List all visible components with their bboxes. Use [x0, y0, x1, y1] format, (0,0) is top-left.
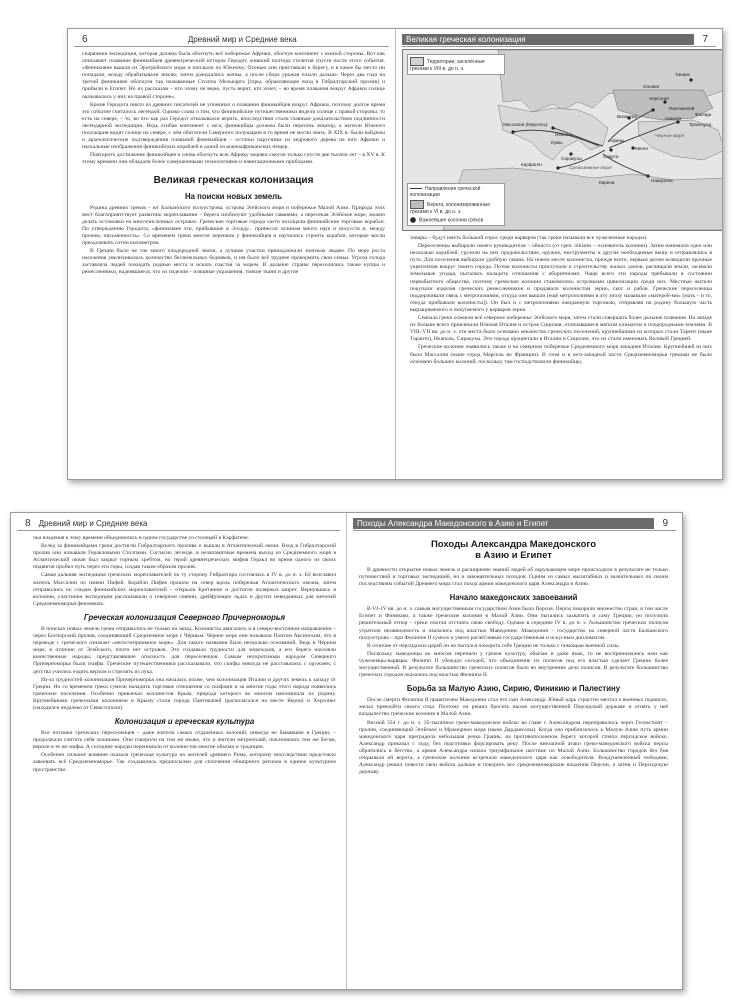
map-legend-bottom [407, 183, 505, 226]
subsection-title: Борьба за Малую Азию, Сирию, Финикию и Палестину [406, 684, 621, 694]
running-head [353, 516, 676, 531]
running-head-title: Походы Александра Македонского в Азию и Египет [353, 518, 654, 529]
paragraph: В отличие от персидских царей он не пытался покорить себе Грецию не только с помощью военной силы. [367, 642, 620, 649]
paragraph: В Греции было не так много плодородной земли, а лучшие участки принадлежали знатным людям. По мере роста населения увеличивалось количество безземельных бедняков, и им было всё труднее прокормить свои семьи. Угроза голода заставляла людей покидать родные места и искать счастья за морем. В дальние страны переселялись также купцы и ремесленники, надеявшиеся, что их изделия – изящные украшения, тонкие ткани и другие [82, 248, 385, 276]
page-8 [11, 513, 346, 989]
paragraph: Самая дальняя экспедиция греческих мореплавателей по ту сторону Гибралтара состоялась в IV в. до н. э. Её возглавил житель Массалии по имени Пифей. Корабли Пифея прошли на север вдоль побережья Атлантического океана, затем отправились по следам финикийских мореплавателей – открыли Британию и достигли полярных широт. Вернувшись в колонию, участники экспедиции рассказывали о северном сиянии, дрейфующих льдах и других невиданных для жителей Средиземноморья феноменах. [33, 572, 336, 607]
map-label: Херсонес [649, 96, 670, 101]
paragraph: Родина древних греков – юг Балканского полуострова, острова Эгейского моря и побережье Малой Азии. Природа этих мест благоприятствует развитию мореплавания – берега изобилуют удобными гаванями, а пересекая Эгейское море, можно делать остановки на многочисленных островах. Греческие торговые города часто посещали финикийские торговые корабли. По утверждению Геродота, «финикияне эти, прибывшие в Элладу... принесли эллинам много наук и искусств и, между прочим, письменность». Со временем греки многое переняли у финикийцев и научились строить корабли, которые могли преодолевать сотни километров. [82, 204, 385, 246]
map-label: Византий [617, 114, 638, 119]
paragraph: Греческие колонии появились также и на северном побережье Средиземного моря западнее Италии. Крупнейшей из них была Массалия (ныне город Марсель во Франции). В этом и в юго-западной части Средиземноморья греками не было основано больших колоний, поскольку там господствовали финикийцы, [410, 344, 712, 365]
legend-item: Важнейшие колонии греков [419, 217, 484, 223]
map-label: Милет [635, 146, 649, 151]
colonization-map [402, 49, 722, 231]
paragraph: Кроме Геродота никто из древних писателей не упоминал о плавании финикийцев вокруг Африки, поэтому долгое время это событие считалось легендой. Однако слова о том, что финикийские путешественники видели солнце с правой стороны, то есть на севере, – то, во что как раз Геродот отказывался верить, впоследствии стали главным доказательством подлинности легендарной экспедиции. Ведь огибая континент с юга, финикийцы должны были пересечь экватор, а жители Южного полушария видят солнце на севере, с чём обитатели Северного полушария в то время не могли знать. В XIX в. были найдены и археологические подтверждения плаваний финикийцев – остатки парусника из кедрового дерева на юге Африки и наскальные изображения финикийских кораблей в одной из южноафриканских пещер. [82, 101, 385, 151]
section-title: Великая греческая колонизация [153, 174, 314, 186]
map-label: Трапезунд [689, 122, 712, 127]
paragraph: Особенно сильное влияние оказала греческая культура на жителей древнего Рима, которому впоследствии предстояло завоевать всё Средиземноморье. Так создавались предпосылки для сплочения обширного региона в единое культурное пространство. [33, 752, 336, 773]
map-label: Спарта [603, 154, 619, 159]
paragraph: В VI–IV вв. до н. э. самым могущественным государством Азии была Персия. Персы покорили множество стран, в том числе Египет и Финикию, а также греческие колонии в Малой Азии. Они пытались захватить и саму Грецию, но получили решительный отпор – греки смогли отстоять свою свободу. Однако в середине IV в. до н. э. большинство греческих полисов утратили независимость и оказались под властью Македонии. Македония – государство на северной части Балканского полуострова – при Филиппе II сумело к умело расчётливым государственным и искусным дипломатом. [359, 606, 668, 641]
map-label: Фасида [695, 112, 712, 117]
paragraph: чьи владения к тому времени объединились в одном государстве со столицей в Карфагене. [33, 535, 250, 541]
map-label: Неаполь [555, 132, 574, 137]
legend-item: Территории, заселённые греками к VIII в. до н. э. [410, 58, 485, 72]
sea-label: Чёрное море [655, 134, 685, 139]
map-label: Сиракузы [561, 156, 582, 161]
page-number: 8 [25, 517, 31, 529]
map-label: Кирена [599, 180, 615, 185]
map-label: Афины [609, 138, 625, 143]
subsection-title: На поиски новых земель [185, 191, 282, 201]
paragraph: Повторить достижение финикийцев и снова обогнуть всю Африку моряки смогли только спустя две тысячи лет – в XV в. К этому времени они обладали более совершенными технологиями и навигационными приборами. [82, 152, 385, 166]
paragraph: Из-за трудностей колонизация Причерноморья она началась позже, чем колонизация Италии и других земель к западу от Греции. Но со временем греки сумели наладить торговые отношения со скифами и за многие годы этого народа появились греческие поселения. Особенно привлекал колонистов Крым, природа которого во многом напоминала их родину. Крупнейшими греческими колониями в Крыму стали города Пантикапей (располагался на месте Керчи) и Херсонес (находился недалеко от Севастополя). [33, 676, 336, 711]
paragraph: После смерти Филиппа II правителем Македонии стал его сын Александр. Юный царь страстно мечтал о военных подвигах, желал превзойти своего отца. Поэтому он решил бросить вызов могущественной Персидской державе и отнять у неё владычество греческие колонии в Малой Азии. [359, 697, 668, 718]
map-label: Карфаген [521, 162, 542, 167]
map-label: Танаис [675, 72, 691, 77]
chapter-title [359, 539, 668, 561]
page-6 [68, 29, 395, 479]
running-head [74, 32, 389, 47]
subsection-title: Греческая колонизация Северного Причерноморья [83, 612, 286, 622]
paragraph: Сначала греки освоили всё северное побережье Эгейского моря, затем стали совершать более дальние плавания. На западе их больше всего привлекали Южная Италия и остров Сицилия, отличавшиеся мягким климатом и плодородными землями. В VIII–VII вв. до н. э. эти места было основано множество греческих поселений, крупнейшими из которых стали Тарент (ныне Таранто), Неаполь, Сиракузы. Эти города процветали в Италии и Сицилии, что их стали именовать Великой Грецией. [410, 315, 712, 343]
chapter-title-line: в Азию и Египет [475, 550, 552, 561]
running-head-title: Древний мир и Средние века [38, 518, 148, 528]
paragraph: Вслед за финикийцами греки достигли Гибралтарского пролива и вышли в Атлантический океан. Вход в Гибралтарский пролив они называли Геракловыми Столпами. Согласно легенде, в незапамятные времена выход из Средиземного моря в Атлантический океан был закрыт горным хребтом, но герой древнегреческих мифов Геракл во время одного из своих подвигов пробил путь через эти горы, создав таким образом пролив. [33, 543, 336, 571]
chapter-title-line: Походы Александра Македонского [430, 539, 597, 550]
bottom-spread [10, 512, 683, 990]
paragraph: В древности открытие новых земель и расширение знаний людей об окружающем мире происходили в результате не только путешествий и торговых экспедиций, но и завоевательных походов. Одним из самых масштабных и значительных по своим последствиям событий Древнего мира стал поход армии македонского царя Александра в Азию. [359, 567, 668, 588]
subsection-title: Начало македонских завоеваний [449, 593, 578, 603]
legend-item: Берега, колонизированные греками к VI в. до н. э. [410, 201, 491, 215]
legend-item: Направления греческой колонизации [410, 185, 481, 198]
page-7 [396, 29, 722, 479]
text-column [82, 51, 385, 473]
sea-label: Средиземное море [569, 166, 612, 171]
map-label: Массалия (Марсель) [503, 122, 548, 127]
paragraph: В поисках новых земель греки отправились не только на запад. Колонисты двигались и в северо-восточном направлении – через Боспорский пролив, соединяющий Средиземное море с Чёрным. Чёрное море они называли Понтом Аксинским, что в переводе с греческого означает «негостеприимное море». Для такого названия было несколько оснований. Ведь в Чёрном море, в отличие от Эгейского, почти нет островов. Это создавало трудности для мореходов, а его берега населяли воинственные народы, представлявшие опасность для переселенцев. Самым неукротимым народом Северного Причерноморья были скифы. Греческие путешественники рассказывали, что скифы никогда не расставались с оружием, с детства учились ездить верхом и стрелять из лука. [33, 625, 336, 675]
paragraph: Переселенцы выбирали своего руководителя – ойкиста (от греч. oikistes – основатель колонии). Затем нанимали одно или несколько кораблей, грузили на них продовольствие, оружие, инструменты и другие необходимые вещи и отправлялись в путь. Для поселения выбирали удобную гавань. На новом месте колонисты, прежде всего, первым делом возводили прочные укрепления вокруг своего города. Потом колонисты приступали к строительству жилых домов, расчищали земли, засевали земельные угодья, пытались наладить отношения с аборигенами. Чаще всего эти народы пребывали в состоянии первобытного общества, поэтому греческие колонии становились островками цивилизации среди них. Местные жители покупали изделия греческих ремесленников и продавали колонистам зерно, скот и рабов. Греческие переселенцы поддерживали связь с метрополиями, откуда они вышли (ещё метрополиями в эту эпоху называли «матерей-ми» [мать – и то, откуда прибывали колонисты]). Он был и с метрополиями ожидаемую торговлю, отправляя на родину большую часть выращиваемого и покупаемого у варваров зерна. [410, 243, 712, 313]
map-label: Ольвия [643, 84, 660, 89]
text-column [33, 535, 336, 983]
page-9 [347, 513, 682, 989]
paragraph: снаряжена экспедиция, которая должна была обогнуть всё побережье Африки, обогнув континент с южной стороны. Вот как описывает плавание финикийцев древнегреческий историк Геродот, живший полтора столетия спустя после этого события. «Финикияне вышли из Эритрейского моря и поплыли по Южному. Осенью они приставали к берегу, и в какое бы место ни попадали, всюду обрабатывали землю; затем дожидались жатвы, а после сбора урожая плыли дальше. Через два года на третий финикияне обогнули так называемые Столпы Мелькарта [горы, обрамляющие вход в Гибралтарский пролив] и прибыли в Египет. Но их рассказам – кто этому не верю, пусть верит, кто хочет, – во время плавания вокруг Африки солнце оказывалось у них на правой стороне». [82, 51, 385, 100]
page-number: 9 [662, 517, 668, 529]
map-label: Пантикапей [669, 106, 695, 111]
subsection-title: Колонизация и греческая культура [114, 717, 255, 727]
map-label: Навкратис [651, 178, 674, 183]
paragraph: Весной 334 г. до н. э. 35-тысячное греко-македонское войско во главе с Александром переправилось через Геллеспонт – пролив, соединяющий Эгейское и Мраморное моря (ныне Дарданеллы). Когда оно приблизилось к Малую Азию путь армии македонского царя преградила небольшая речка Граник, на противоположном берегу которой стояло персидское войско. Александр приказал с ходу, без подготовки форсировать реку. После внезапной атаки греко-македонского войска персы обратились в бегство, а армия Александра начала триумфальное шествие по Малой Азии. Большинство городов без боя открывали ей ворота, а греческие колонии встречали македонского царя как освободителя. Воодушевлённый победами, Александр решил повести свои войска дальше и покорить все средиземноморские владения Персии, а затем и Персидскую державу. [359, 719, 668, 776]
paragraph: товары – будут иметь большой спрос среди варваров (так греки называли все чужеземные народы). [410, 235, 648, 241]
running-head [17, 516, 340, 531]
paragraph: Все потомки греческих переселенцев – даже жители самых отдалённых колоний, никогда не бывавшие в Греции, – продолжали считать себя эллинами. Они говорили на том же языке, что и жители метрополий, поклонялись тем же богам, верили в те же мифы. А соседние народы перенимали от колонистов многие обычаи и традиции. [33, 730, 336, 751]
running-head-title: Древний мир и Средние века [187, 34, 297, 44]
running-head [402, 32, 716, 47]
paragraph: Поскольку македонцы во многом переняли у греков культуру, обычаи и даже язык, то не воспринимались ими как чужеземцы-варвары. Филипп II убеждал соседей, что объединение их полисов под его властью сделает Грецию более могущественной. В результате большинство греческих полисов было во внутренние дела полисов. В результате большинство греческих городов оказались под властью Филиппа II. [359, 650, 668, 679]
text-column [410, 235, 712, 473]
map-label: Синопа [665, 116, 682, 121]
map-label: Кумы [551, 140, 563, 145]
running-head-title: Великая греческая колонизация [402, 34, 694, 45]
page-number: 6 [82, 33, 88, 45]
page-number: 7 [702, 33, 708, 45]
text-column [359, 535, 668, 983]
map-legend-top [407, 54, 505, 75]
top-spread [67, 28, 723, 480]
